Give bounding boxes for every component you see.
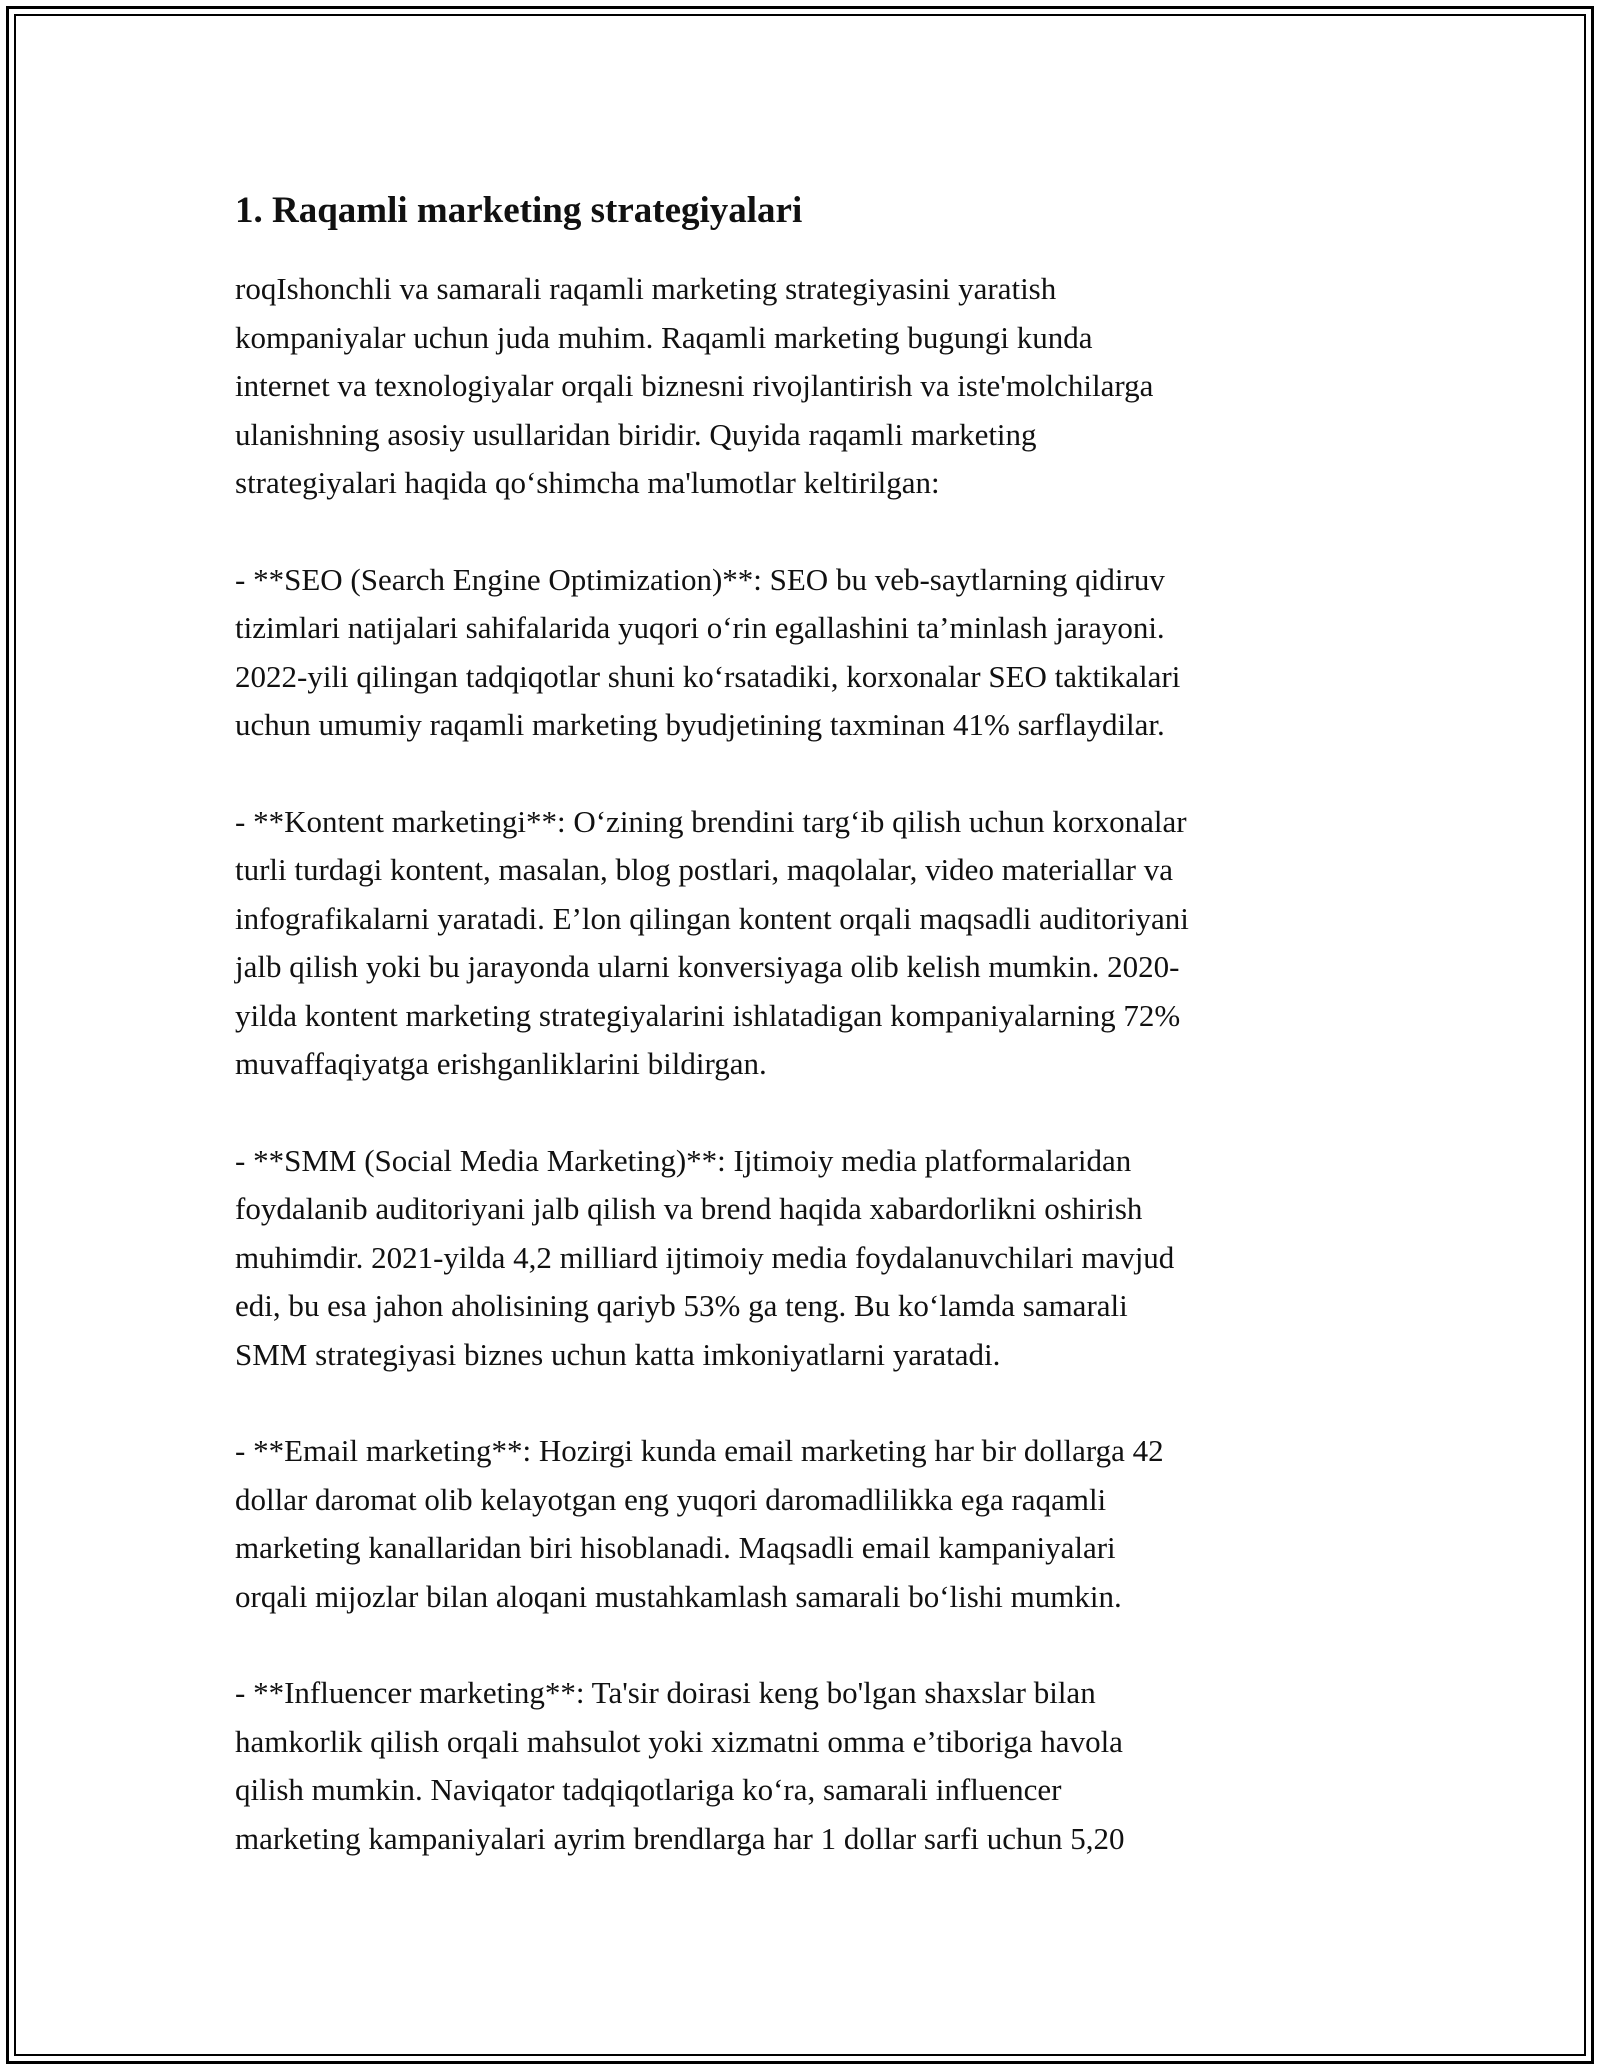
intro-paragraph: roqIshonchli va samarali raqamli marketing strategiyasini yaratish kompaniyalar uchun juda muhim. Raqamli marketing bugungi kunda internet va texnologiyalar orqali biznesni rivojlantirish va iste'molchilarga ulanishning asosiy usullaridan biridir. Quyida raqamli marketing strategiyalari haqida qo‘shimcha ma'lumotlar keltirilgan: (235, 271, 1154, 500)
email-marketing-paragraph: - **Email marketing**: Hozirgi kunda email marketing har bir dollarga 42 dollar daromat olib kelayotgan eng yuqori daromadlilikka ega raqamli marketing kanallaridan biri hisoblanadi. Maqsadli email kampaniyalari orqali mijozlar bilan aloqani mustahkamlash samarali bo‘lishi mumkin. (235, 1433, 1164, 1614)
smm-paragraph: - **SMM (Social Media Marketing)**: Ijtimoiy media platformalaridan foydalanib auditoriyani jalb qilish va brend haqida xabardorlikni oshirish muhimdir. 2021-yilda 4,2 milliard ijtimoiy media foydalanuvchilari mavjud edi, bu esa jahon aholisining qariyb 53% ga teng. Bu ko‘lamda samarali SMM strategiyasi biznes uchun katta imkoniyatlarni yaratadi. (235, 1142, 1175, 1372)
document-body (235, 185, 1375, 1911)
seo-paragraph: - **SEO (Search Engine Optimization)**: SEO bu veb-saytlarning qidiruv tizimlari natijalari sahifalarida yuqori o‘rin egallashini ta’minlash jarayoni. 2022-yili qilingan tadqiqotlar shuni ko‘rsatadiki, korxonalar SEO taktikalari uchun umumiy raqamli marketing byudjetining taxminan 41% sarflaydilar. (235, 561, 1181, 742)
section-heading: 1. Raqamli marketing strategiyalari (235, 190, 803, 231)
content-marketing-paragraph: - **Kontent marketingi**: O‘zining brendini targ‘ib qilish uchun korxonalar turli turdagi kontent, masalan, blog postlari, maqolalar, video materiallar va infografikalarni yaratadi. E’lon qilingan kontent orqali maqsadli auditoriyani jalb qilish yoki bu jarayonda ularni konversiyaga olib kelish mumkin. 2020- yilda kontent marketing strategiyalarini ishlatadigan kompaniyalarning 72% muvaffaqiyatga erishganliklarini bildirgan. (235, 803, 1189, 1081)
influencer-marketing-paragraph: - **Influencer marketing**: Ta'sir doirasi keng bo'lgan shaxslar bilan hamkorlik qilish orqali mahsulot yoki xizmatni omma e’tiboriga havola qilish mumkin. Naviqator tadqiqotlariga ko‘ra, samarali influencer marketing kampaniyalari ayrim brendlarga har 1 dollar sarfi uchun 5,20 (235, 1675, 1125, 1856)
